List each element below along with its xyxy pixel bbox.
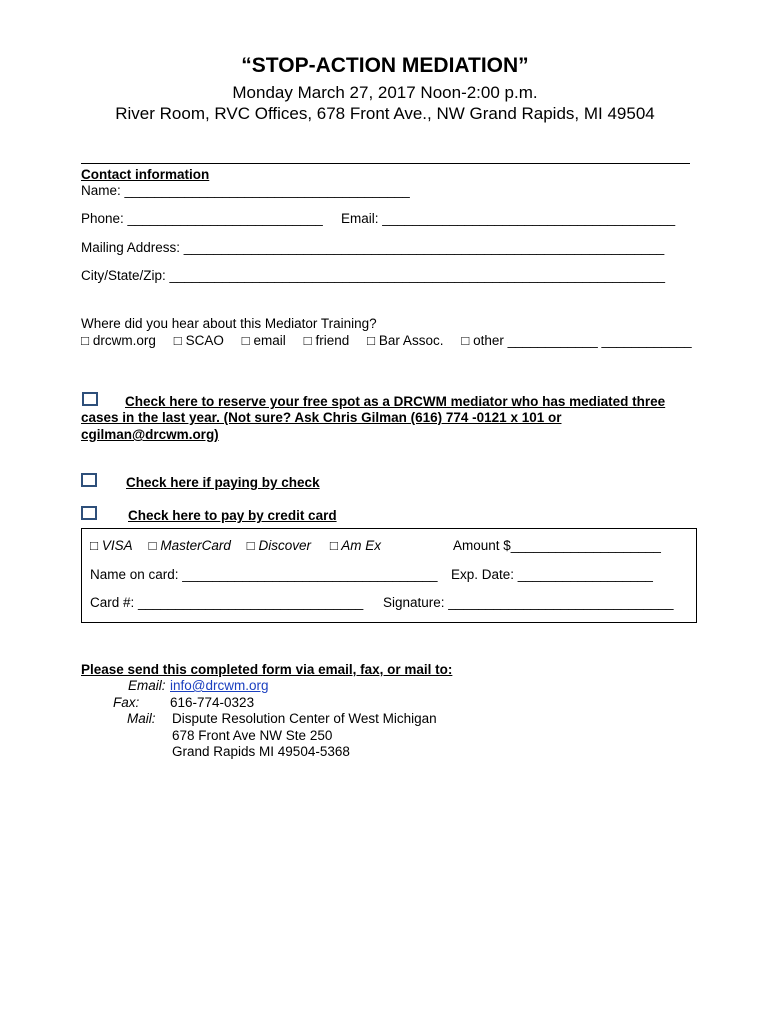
send-mail-label: Mail: [127,711,156,726]
pay-by-check-checkbox[interactable] [81,473,97,487]
signature-field[interactable]: Signature: ______________________________ [383,595,674,610]
send-fax-label: Fax: [113,695,140,710]
reserve-line-3: cgilman@drcwm.org) [81,427,219,442]
card-type-options [90,538,381,553]
card-mastercard[interactable]: □ MasterCard [148,538,231,553]
option-scao[interactable]: □ SCAO [173,333,224,348]
hear-question: Where did you hear about this Mediator Training? [81,316,377,331]
phone-field[interactable]: Phone: __________________________ [81,211,323,226]
card-visa[interactable]: □ VISA [90,538,133,553]
hear-options [81,333,692,348]
option-drcwm[interactable]: □ drcwm.org [81,333,156,348]
mail-address-line-2: 678 Front Ave NW Ste 250 [172,728,333,743]
event-location: River Room, RVC Offices, 678 Front Ave., NW Grand Rapids, MI 49504 [115,104,655,123]
name-field[interactable]: Name: ______________________________________ [81,183,410,198]
pay-by-credit-checkbox[interactable] [81,506,97,520]
contact-heading: Contact information [81,167,210,182]
card-discover[interactable]: □ Discover [246,538,312,553]
header-divider [81,163,690,164]
pay-by-credit-label: Check here to pay by credit card [128,508,337,523]
city-state-zip-field[interactable]: City/State/Zip: __________________________________________________________________ [81,268,666,283]
reserve-checkbox[interactable] [82,392,98,406]
send-email-label: Email: [128,678,166,693]
page-title: “STOP-ACTION MEDIATION” [241,54,529,77]
amount-field[interactable]: Amount $____________________ [453,538,661,553]
reserve-line-1: Check here to reserve your free spot as a DRCWM mediator who has mediated three [125,394,666,409]
mailing-address-field[interactable]: Mailing Address: ________________________________________________________________ [81,240,665,255]
name-on-card-field[interactable]: Name on card: __________________________________ [90,567,438,582]
pay-by-check-label: Check here if paying by check [126,475,320,490]
send-fax-value: 616-774-0323 [170,695,255,710]
send-heading: Please send this completed form via email, fax, or mail to: [81,662,453,677]
mail-address-line-3: Grand Rapids MI 49504-5368 [172,744,350,759]
send-email-link[interactable]: info@drcwm.org [170,678,269,693]
mail-address-line-1: Dispute Resolution Center of West Michigan [172,711,437,726]
exp-date-field[interactable]: Exp. Date: __________________ [451,567,653,582]
option-bar-assoc[interactable]: □ Bar Assoc. [367,333,444,348]
option-other[interactable]: □ other ____________ ____________ [461,333,692,348]
option-friend[interactable]: □ friend [303,333,350,348]
event-date-time: Monday March 27, 2017 Noon-2:00 p.m. [232,83,538,102]
option-email[interactable]: □ email [241,333,286,348]
email-field[interactable]: Email: _______________________________________ [341,211,676,226]
card-number-field[interactable]: Card #: ______________________________ [90,595,364,610]
card-amex[interactable]: □ Am Ex [329,538,381,553]
reserve-line-2: cases in the last year. (Not sure? Ask Chris Gilman (616) 774 -0121 x 101 or [81,410,562,425]
